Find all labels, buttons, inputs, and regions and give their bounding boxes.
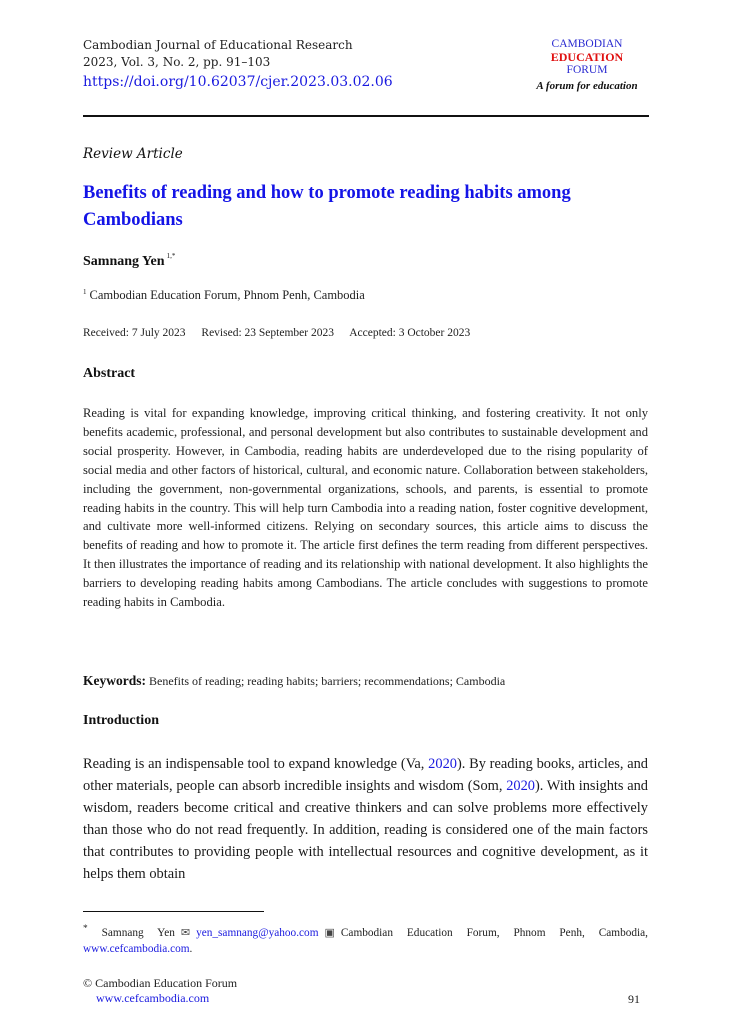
doi-link[interactable]: https://doi.org/10.62037/cjer.2023.03.02.06 (83, 74, 393, 90)
footnote-end: . (189, 942, 193, 955)
affiliation (83, 288, 365, 303)
affiliation-text: Cambodian Education Forum, Phnom Penh, Cambodia (89, 288, 365, 303)
email-link[interactable]: yen_samnang@yahoo.com (196, 926, 319, 939)
author-marks: 1,* (166, 252, 176, 260)
abstract-heading: Abstract (83, 366, 136, 381)
header-divider (83, 115, 649, 117)
article-type: Review Article (83, 146, 183, 162)
introduction-heading: Introduction (83, 713, 159, 728)
article-title: Benefits of reading and how to promote reading habits among Cambodians (83, 183, 571, 230)
intro-part-1: Reading is an indispensable tool to expand knowledge (Va, (83, 756, 429, 772)
envelope-icon: ✉ (180, 926, 191, 939)
abstract-text: Reading is vital for expanding knowledge, improving critical thinking, and fostering creativity. It not only benefits academic, professional, and personal development but also contributes to sustainable development and social prosperity. However, in Cambodia, reading habits are underdeveloped due to the rising popularity of social media and other factors of historical, cultural, and economic nature. Collaboration between stakeholders, including the government, non-governmental organizations, schools, and parents, is essential to promote reading habits in the country. This will help turn Cambodia into a reading nation, foster cognitive development, and cultivate more well-informed citizens. Relying on secondary sources, this article aims to discuss the benefits of reading and how to promote it. The article first defines the term reading from different perspectives. It then illustrates the importance of reading and its relationship with national development. It also highlights the barriers to developing reading habits among Cambodians. The article concludes with suggestions to promote reading habits in Cambodia. (83, 406, 648, 610)
copyright-text: © Cambodian Education Forum (83, 976, 238, 990)
issue-info: 2023, Vol. 3, No. 2, pp. 91–103 (83, 55, 271, 69)
citation-link[interactable]: 2020 (506, 778, 535, 794)
journal-name: Cambodian Journal of Educational Research (83, 38, 353, 52)
cef-logo (528, 38, 646, 93)
keywords-text: Benefits of reading; reading habits; barriers; recommendations; Cambodia (149, 674, 506, 688)
logo-line-3: FORUM (566, 64, 608, 76)
footnote-mark: * (83, 924, 88, 934)
footnote-website-link[interactable]: www.cefcambodia.com (83, 942, 190, 955)
article-dates (83, 327, 483, 339)
citation-link[interactable]: 2020 (428, 756, 457, 772)
footer-website-link[interactable]: www.cefcambodia.com (96, 991, 210, 1005)
footnote-author: Samnang Yen (101, 926, 175, 939)
footnote-divider (83, 911, 264, 912)
page-footer (83, 976, 237, 1006)
logo-line-2: EDUCATION (550, 50, 624, 64)
author-line (83, 252, 175, 270)
revised-date: Revised: 23 September 2023 (201, 327, 334, 339)
author-name: Samnang Yen (83, 254, 165, 269)
keywords (83, 673, 505, 689)
logo-tagline: A forum for education (536, 80, 638, 92)
keywords-label: Keywords: (83, 673, 146, 688)
received-date: Received: 7 July 2023 (83, 327, 186, 339)
introduction-text (83, 753, 648, 885)
address-card-icon: ▣ (324, 926, 335, 939)
corresponding-author-footnote (83, 921, 648, 957)
accepted-date: Accepted: 3 October 2023 (349, 327, 471, 339)
footnote-address: Cambodian Education Forum, Phnom Penh, Cambodia, (340, 926, 648, 939)
affiliation-mark: 1 (83, 288, 87, 296)
journal-header (83, 37, 393, 91)
intro-part-3: ). With insights and wisdom, readers become critical and creative thinkers and can solve problems more effectively than those who do not read frequently. In addition, reading is considered one of the main factors that contributes to providing people with intellectual resources and cognitive development, as it helps them obtain (83, 778, 648, 882)
intro-part-2: ). By reading books, articles, and other materials, people can absorb incredible insights and wisdom (Som, (83, 756, 648, 794)
page-number: 91 (628, 992, 640, 1006)
logo-line-1: CAMBODIAN (551, 38, 623, 50)
